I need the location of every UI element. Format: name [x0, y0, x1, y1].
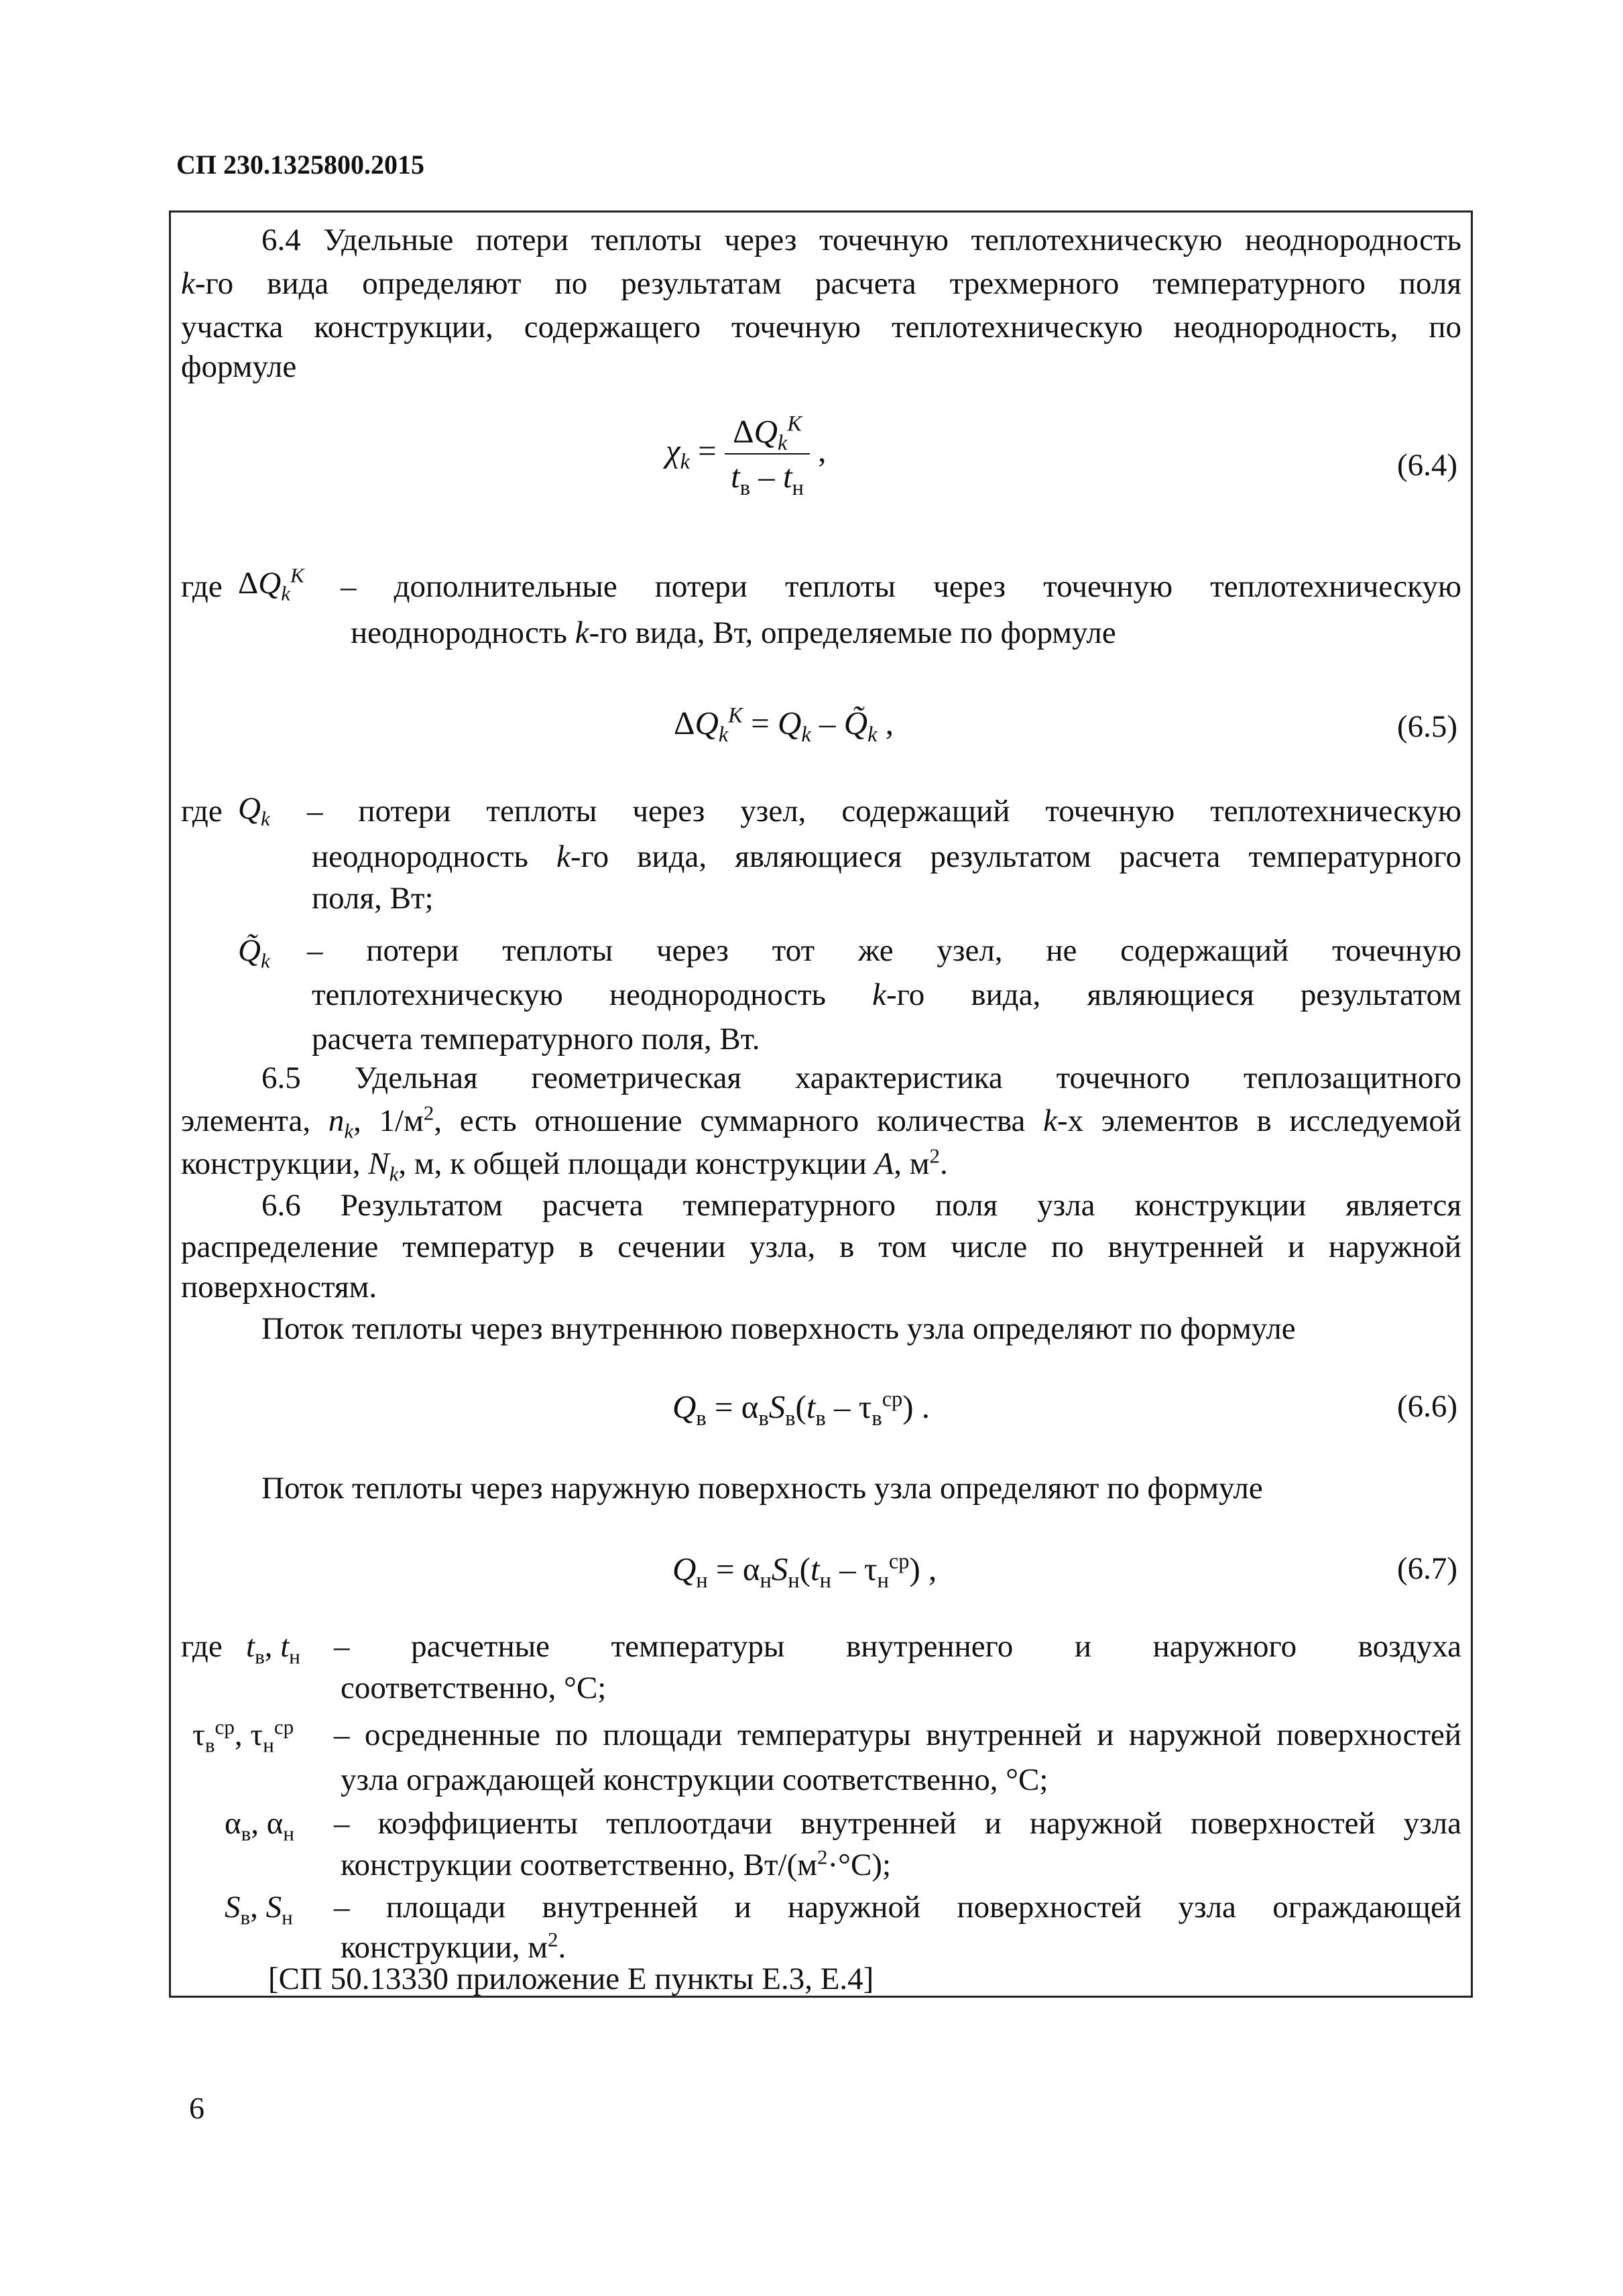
symbol-q-tilde: $Q̃_k$: [238, 933, 270, 973]
where-label: где: [181, 1629, 223, 1664]
def-tau-line-1: – осредненные по площади температуры внутренней и наружной поверхностей: [334, 1717, 1461, 1752]
symbol-s: $S_в$, $S_н$: [225, 1890, 293, 1929]
para-6-4-line-4: формуле: [181, 349, 297, 384]
para-6-5-line-1: 6.5 Удельная геометрическая характеристика точечного теплозащитного: [261, 1061, 1461, 1095]
def-alpha-line-1: – коэффициенты теплоотдачи внутренней и наружной поверхностей узла: [334, 1806, 1461, 1841]
formula-6-7: $Q_н = \alpha_нS_н(t_н - \tau_н^{ср})$ ,: [672, 1549, 937, 1592]
def-q-line-2: неоднородность k-го вида, являющиеся результатом расчета температурного: [312, 839, 1461, 874]
page-number: 6: [189, 2091, 204, 2125]
def-delta-q-line-2: неоднородность k-го вида, Вт, определяемые по формуле: [351, 615, 1116, 650]
para-6-4-line-3: участка конструкции, содержащего точечную теплотехническую неоднородность, по: [181, 310, 1461, 345]
equation-number-6-5: (6.5): [1396, 709, 1457, 744]
para-6-5-line-3: конструкции, $N_k$, м, к общей площади конструкции A, $м^2$.: [181, 1144, 948, 1186]
para-6-4-line-1: 6.4 Удельные потери теплоты через точечную теплотехническую неоднородность: [261, 223, 1461, 257]
def-q-line-1: – потери теплоты через узел, содержащий точечную теплотехническую: [307, 794, 1461, 829]
reference-citation: [СП 50.13330 приложение Е пункты Е.3, Е.4]: [268, 1961, 874, 1996]
para-6-4-line-2: k-го вида определяют по результатам расчета трехмерного температурного поля: [181, 266, 1461, 301]
def-q-line-3: поля, Вт;: [312, 881, 434, 916]
equation-number-6-7: (6.7): [1396, 1551, 1457, 1586]
intro-formula-6-6: Поток теплоты через внутреннюю поверхность узла определяют по формуле: [261, 1311, 1296, 1346]
formula-6-6: $Q_в = \alpha_вS_в(t_в - \tau_в^{ср})$ .: [672, 1386, 930, 1430]
para-6-6-line-2: распределение температур в сечении узла, в том числе по внутренней и наружной: [181, 1229, 1461, 1264]
formula-6-4: $\chi_k$ = $\frac{\Delta Q_k^K}{t_в - t_н}$ ,: [666, 411, 827, 499]
symbol-alpha: $\alpha_в$, $\alpha_н$: [225, 1806, 295, 1846]
def-s-line-2: конструкции, $м^2$.: [341, 1927, 566, 1965]
equation-number-6-6: (6.6): [1396, 1389, 1457, 1424]
symbol-t: $t_в$, $t_н$: [246, 1629, 300, 1669]
where-label: где: [181, 794, 223, 829]
document-code: СП 230.1325800.2015: [176, 149, 424, 180]
symbol-q: $Q_k$: [238, 791, 270, 831]
where-label: где: [181, 569, 223, 604]
para-6-5-line-2: элемента, $n_k$, $1/м^2$, есть отношение суммарного количества k-х элементов в исследуемой: [181, 1101, 1461, 1143]
def-t-line-1: – расчетные температуры внутреннего и наружного воздуха: [334, 1629, 1461, 1664]
def-tau-line-2: узла ограждающей конструкции соответственно, °С;: [341, 1762, 1048, 1797]
def-q-tilde-line-2: теплотехническую неоднородность k-го вида, являющиеся результатом: [312, 977, 1461, 1012]
equation-number-6-4: (6.4): [1396, 448, 1457, 483]
intro-formula-6-7: Поток теплоты через наружную поверхность узла определяют по формуле: [261, 1471, 1263, 1506]
def-s-line-1: – площади внутренней и наружной поверхностей узла ограждающей: [334, 1890, 1461, 1925]
def-delta-q-line-1: – дополнительные потери теплоты через точечную теплотехническую: [341, 569, 1461, 604]
content-frame: [169, 210, 1473, 1998]
def-alpha-line-2: конструкции соответственно, $Вт/(м^2\cdot^\circ С)$;: [341, 1845, 892, 1882]
para-6-6-line-3: поверхностям.: [181, 1270, 377, 1305]
formula-6-5: $\Delta Q_k^K = Q_k$ – $Q̃_k$ ,: [674, 703, 894, 746]
symbol-delta-q: $\Delta Q_k^K$: [238, 563, 304, 605]
para-6-6-line-1: 6.6 Результатом расчета температурного поля узла конструкции является: [261, 1188, 1461, 1223]
def-q-tilde-line-3: расчета температурного поля, Вт.: [312, 1022, 760, 1056]
def-t-line-2: соответственно, °С;: [341, 1671, 607, 1705]
symbol-tau: $\tau_в^{ср}$, $\tau_н^{ср}$: [192, 1715, 294, 1757]
def-q-tilde-line-1: – потери теплоты через тот же узел, не содержащий точечную: [307, 933, 1461, 968]
